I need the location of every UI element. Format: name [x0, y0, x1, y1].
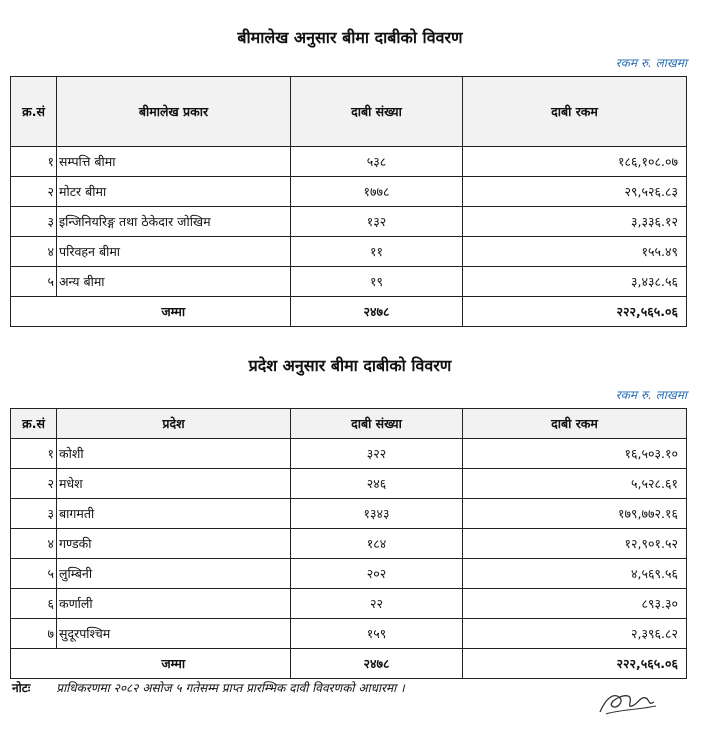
row-sn: ७ [11, 619, 57, 649]
row-amount: १६,५०३.१० [463, 439, 687, 469]
row-sn: ५ [11, 559, 57, 589]
table2-unit: रकम रु. लाखमा [615, 388, 687, 402]
row-name: मोटर बीमा [57, 177, 291, 207]
header-claim-amount: दाबी रकम [463, 409, 687, 439]
claims-by-province-table [10, 408, 687, 679]
row-amount: ४,५६९.५६ [463, 559, 687, 589]
row-name: कर्णाली [57, 589, 291, 619]
total-count: २४७८ [291, 297, 463, 327]
row-sn: २ [11, 469, 57, 499]
table-row [11, 469, 687, 499]
header-claim-count: दाबी संख्या [291, 77, 463, 147]
row-count: १५९ [291, 619, 463, 649]
total-label: जम्मा [57, 297, 291, 327]
note-label: नोटः [12, 681, 31, 695]
row-count: १३४३ [291, 499, 463, 529]
row-count: १३२ [291, 207, 463, 237]
row-name: सम्पत्ति बीमा [57, 147, 291, 177]
row-count: २४६ [291, 469, 463, 499]
table-row [11, 439, 687, 469]
table-row [11, 147, 687, 177]
row-sn: ६ [11, 589, 57, 619]
row-name: इन्जिनियरिङ्ग तथा ठेकेदार जोखिम [57, 207, 291, 237]
row-sn: ३ [11, 499, 57, 529]
total-row [11, 297, 687, 327]
total-row [11, 649, 687, 679]
row-name: लुम्बिनी [57, 559, 291, 589]
signature-icon [596, 684, 660, 720]
table-row [11, 499, 687, 529]
row-sn: १ [11, 439, 57, 469]
row-amount: १२,९०१.५२ [463, 529, 687, 559]
row-name: परिवहन बीमा [57, 237, 291, 267]
header-province: प्रदेश [57, 409, 291, 439]
table-row [11, 589, 687, 619]
row-amount: ८९३.३० [463, 589, 687, 619]
row-count: ३२२ [291, 439, 463, 469]
claims-by-policy-table [10, 76, 687, 327]
header-sn: क्र.सं [11, 409, 57, 439]
row-count: १७७८ [291, 177, 463, 207]
row-amount: १७९,७७२.१६ [463, 499, 687, 529]
table1-unit: रकम रु. लाखमा [615, 56, 687, 70]
total-amount: २२२,५६५.०६ [463, 649, 687, 679]
row-name: कोशी [57, 439, 291, 469]
row-sn: १ [11, 147, 57, 177]
row-amount: ३,४३८.५६ [463, 267, 687, 297]
header-claim-amount: दाबी रकम [463, 77, 687, 147]
table-row [11, 207, 687, 237]
row-amount: १८६,१०८.०७ [463, 147, 687, 177]
header-sn: क्र.सं [11, 77, 57, 147]
row-amount: ५,५२८.६१ [463, 469, 687, 499]
total-amount: २२२,५६५.०६ [463, 297, 687, 327]
footnote [12, 679, 405, 696]
row-name: गण्डकी [57, 529, 291, 559]
row-count: २०२ [291, 559, 463, 589]
row-sn: ४ [11, 529, 57, 559]
row-count: १८४ [291, 529, 463, 559]
row-amount: ३,३३६.१२ [463, 207, 687, 237]
table-row [11, 619, 687, 649]
row-amount: १५५.४९ [463, 237, 687, 267]
table-row [11, 559, 687, 589]
total-label: जम्मा [57, 649, 291, 679]
row-count: ५३८ [291, 147, 463, 177]
table1-title: बीमालेख अनुसार बीमा दाबीको विवरण [237, 28, 463, 47]
row-name: सुदूरपश्चिम [57, 619, 291, 649]
row-amount: २,३९६.८२ [463, 619, 687, 649]
header-claim-count: दाबी संख्या [291, 409, 463, 439]
note-text: प्राधिकरणमा २०८२ असोज ५ गतेसम्म प्राप्त प्रारम्भिक दावी विवरणको आधारमा । [56, 681, 405, 695]
row-sn: २ [11, 177, 57, 207]
row-sn: ४ [11, 237, 57, 267]
row-sn: ३ [11, 207, 57, 237]
row-count: ११ [291, 237, 463, 267]
row-name: अन्य बीमा [57, 267, 291, 297]
row-name: मधेश [57, 469, 291, 499]
header-policy-type: बीमालेख प्रकार [57, 77, 291, 147]
table-row [11, 237, 687, 267]
row-count: १९ [291, 267, 463, 297]
table-row [11, 267, 687, 297]
table-row [11, 177, 687, 207]
row-sn: ५ [11, 267, 57, 297]
total-count: २४७८ [291, 649, 463, 679]
row-amount: २९,५२६.८३ [463, 177, 687, 207]
table-row [11, 529, 687, 559]
row-name: बागमती [57, 499, 291, 529]
row-count: २२ [291, 589, 463, 619]
table2-title: प्रदेश अनुसार बीमा दाबीको विवरण [248, 356, 452, 375]
